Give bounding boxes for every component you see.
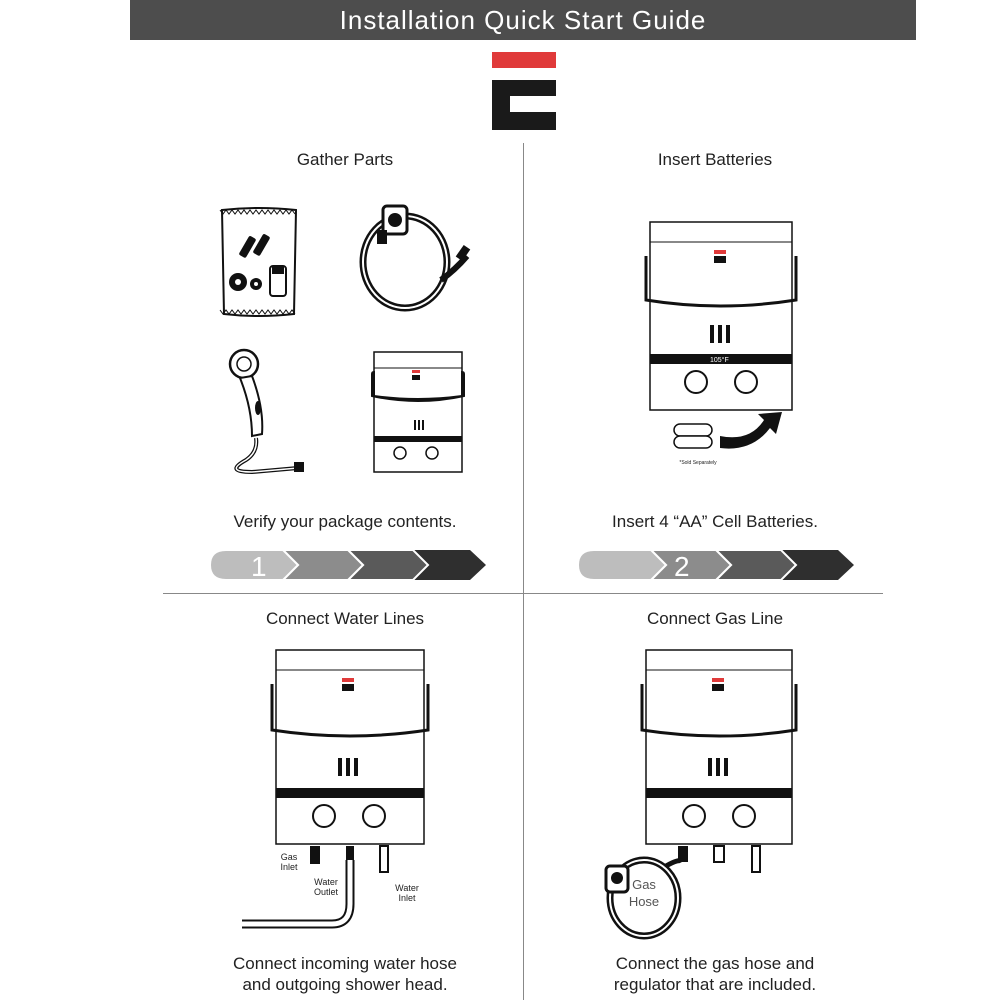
step-3-title: Connect Water Lines	[265, 609, 425, 628]
step-3-caption: Connect incoming water hose and outgoing shower head.	[233, 954, 457, 994]
horizontal-divider	[163, 593, 883, 594]
vertical-divider	[523, 143, 524, 1000]
progress-step-2	[576, 547, 856, 583]
batteries-note: *Sold Separately	[679, 460, 717, 466]
step-2-caption: Insert 4 “AA” Cell Batteries.	[612, 512, 818, 531]
step-1-number: 1	[251, 551, 267, 582]
step-4-caption: Connect the gas hose and regulator that are included.	[613, 954, 817, 994]
step-1-title: Gather Parts	[296, 150, 394, 169]
step-2-number: 2	[674, 551, 690, 582]
water-heater-small-icon	[370, 350, 466, 476]
step-2-title: Insert Batteries	[657, 150, 773, 169]
page-header	[130, 0, 916, 40]
brand-logo	[492, 52, 556, 130]
gas-hose-label: Gas Hose	[628, 877, 660, 909]
gas-inlet-label: Gas Inlet	[280, 852, 298, 872]
gas-hose-icon	[355, 200, 475, 315]
hardware-bag-icon	[218, 206, 300, 318]
shower-head-icon	[222, 348, 312, 480]
heater-display: 105°F	[710, 357, 729, 364]
water-inlet-label: Water Inlet	[395, 883, 419, 903]
water-heater-batteries-icon	[640, 220, 802, 468]
step-1-caption: Verify your package contents.	[233, 512, 457, 531]
page-title: Installation Quick Start Guide	[339, 4, 707, 35]
water-outlet-label: Water Outlet	[313, 877, 338, 897]
progress-step-1	[208, 547, 488, 583]
step-4-title: Connect Gas Line	[646, 609, 784, 628]
